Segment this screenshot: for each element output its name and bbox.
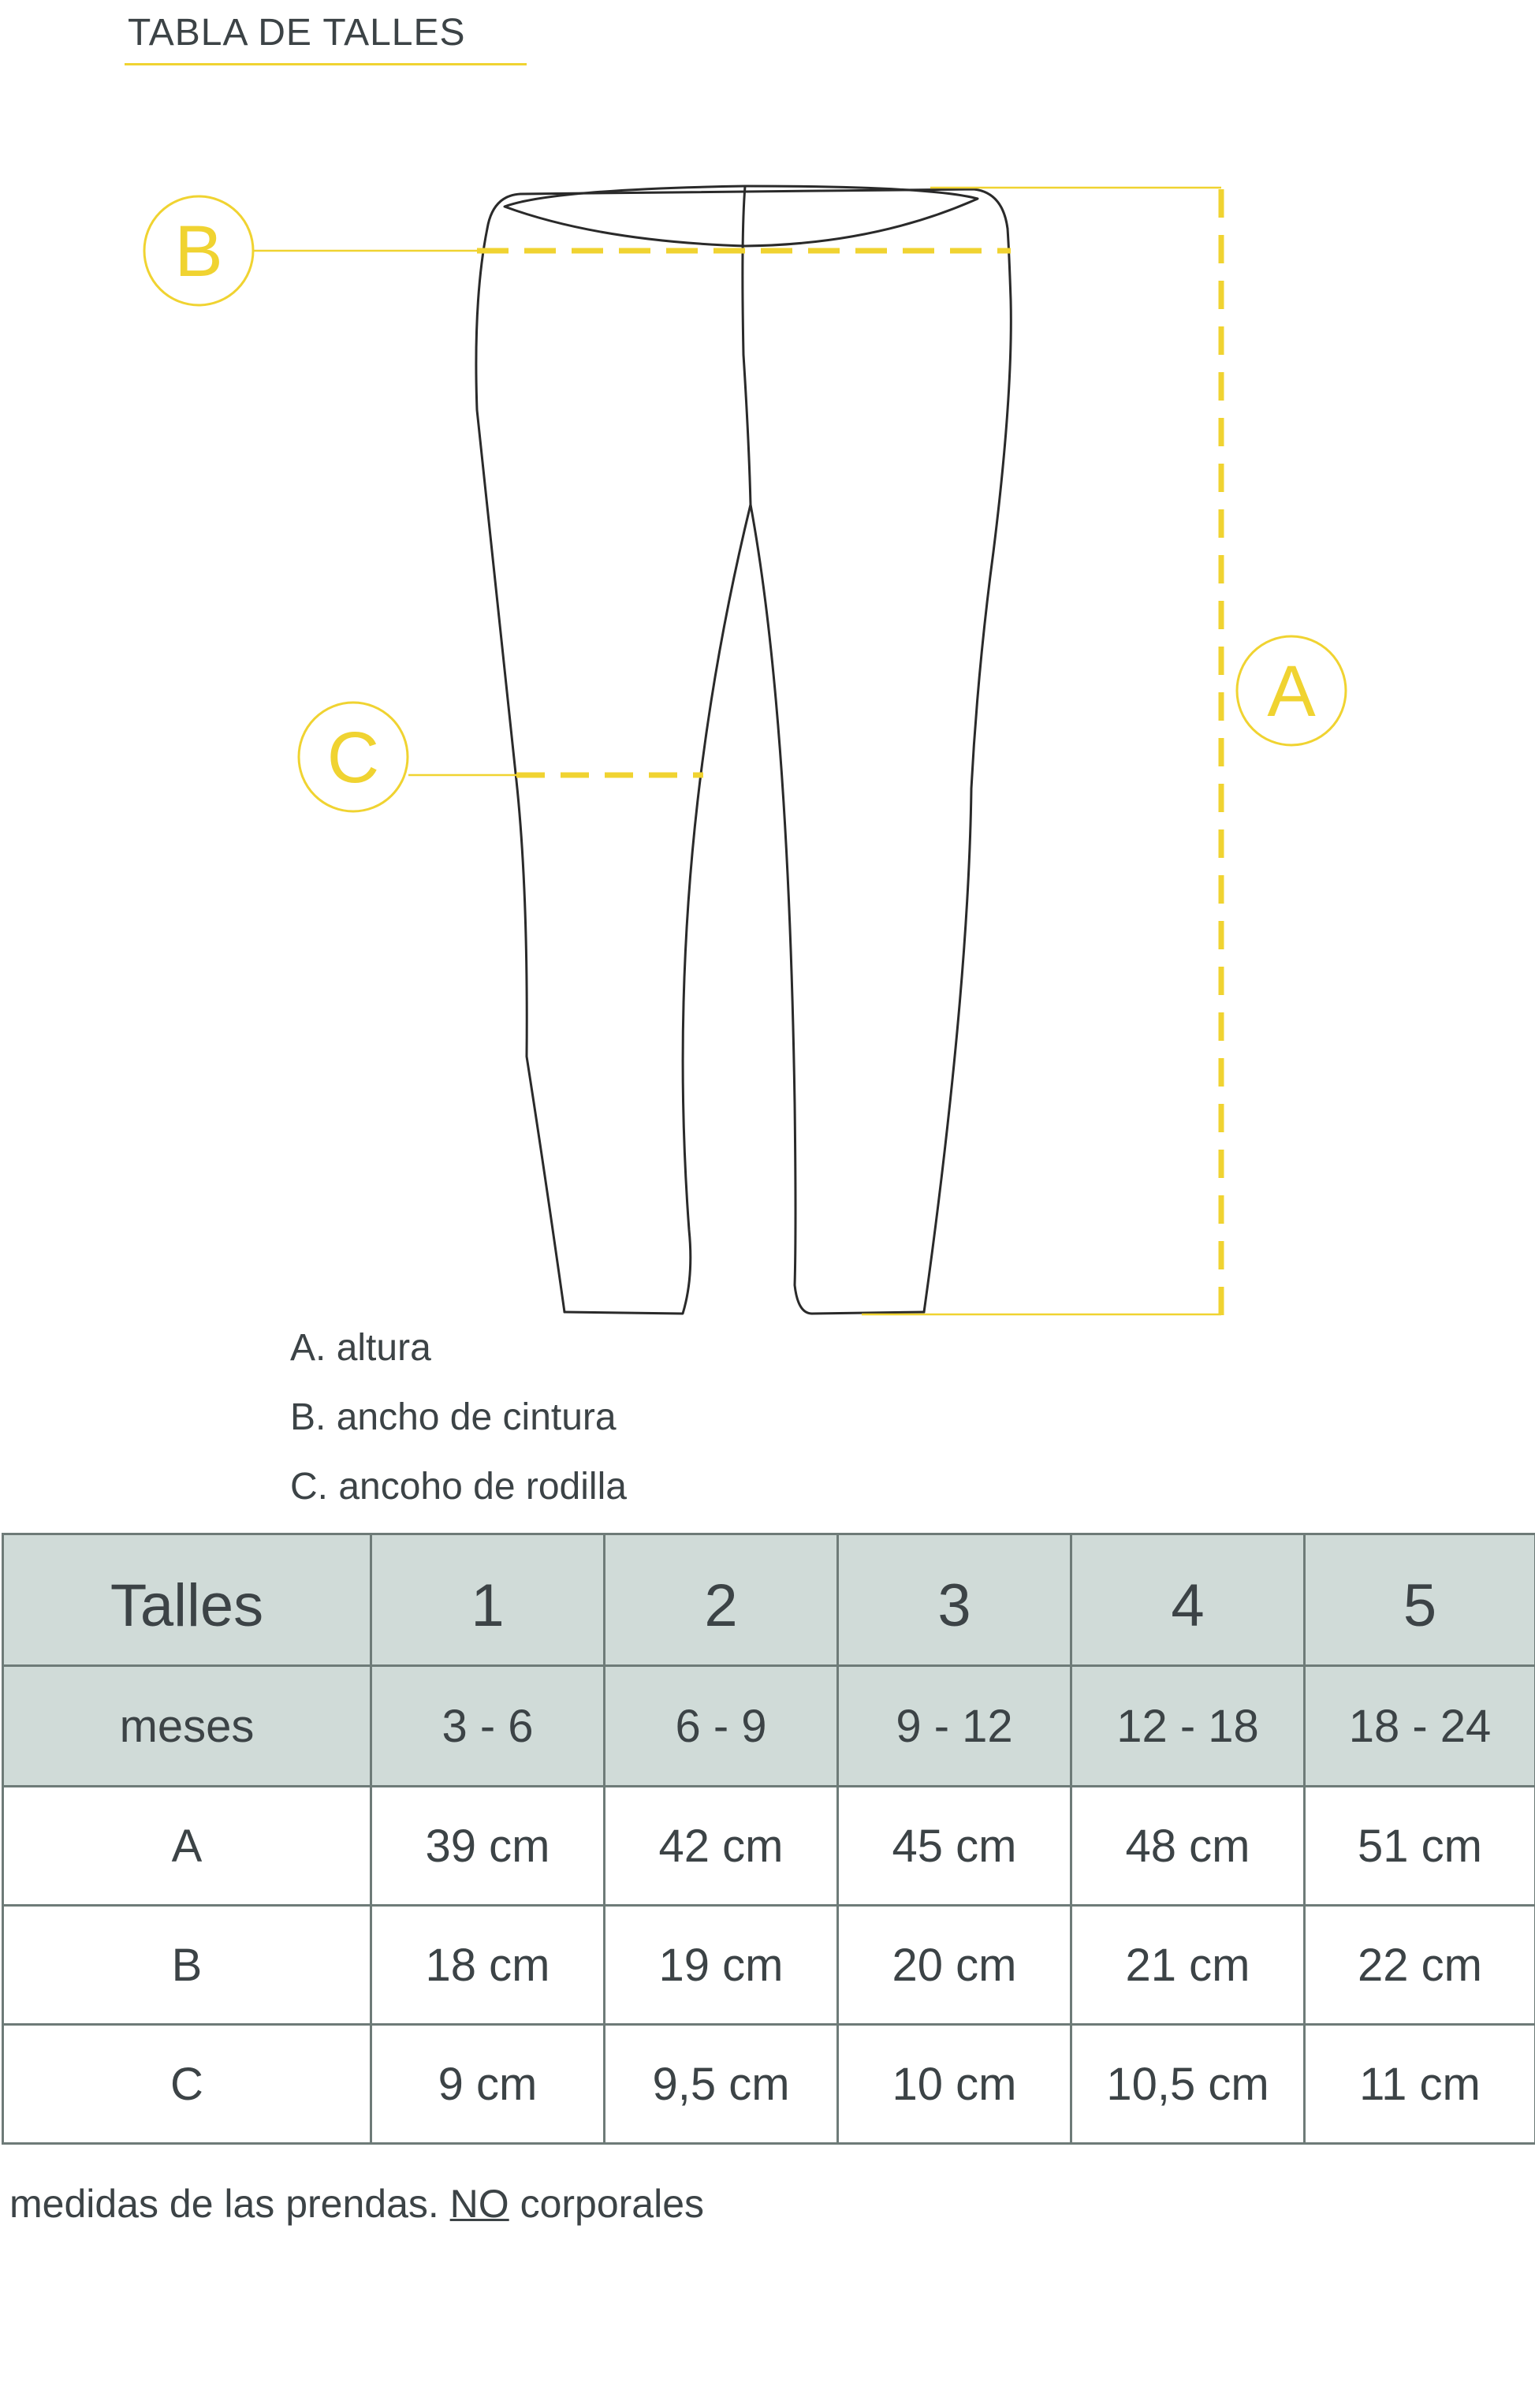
- legend-b: B. ancho de cintura: [290, 1396, 617, 1438]
- row-label-cell: A: [3, 1787, 371, 1906]
- row-label-cell: B: [3, 1906, 371, 2025]
- header-cell-size: 4: [1071, 1534, 1305, 1666]
- header-cell-size: 1: [371, 1534, 605, 1666]
- table-row: [3, 2025, 1535, 2144]
- table-cell: 42 cm: [605, 1787, 838, 1906]
- marker-a: [1237, 636, 1346, 745]
- table-cell: 22 cm: [1305, 1906, 1535, 2025]
- table-cell: 48 cm: [1071, 1787, 1305, 1906]
- months-cell: 18 - 24: [1305, 1666, 1535, 1787]
- header-cell-talles: Talles: [3, 1534, 371, 1666]
- page-title: TABLA DE TALLES: [128, 12, 466, 54]
- table-months-row: [3, 1666, 1535, 1787]
- marker-a-label: A: [1267, 651, 1316, 732]
- marker-c: [299, 703, 408, 811]
- table-row: [3, 1906, 1535, 2025]
- months-cell: 9 - 12: [838, 1666, 1071, 1787]
- legend-a: A. altura: [290, 1327, 431, 1369]
- table-cell: 18 cm: [371, 1906, 605, 2025]
- table-row: [3, 1787, 1535, 1906]
- table-cell: 11 cm: [1305, 2025, 1535, 2144]
- legend-c: C. ancoho de rodilla: [290, 1466, 627, 1508]
- note-emphasis: NO: [449, 2182, 509, 2226]
- months-label-cell: meses: [3, 1666, 371, 1787]
- table-cell: 45 cm: [838, 1787, 1071, 1906]
- table-cell: 10 cm: [838, 2025, 1071, 2144]
- marker-c-label: C: [326, 718, 380, 798]
- measure-a: [862, 188, 1221, 1321]
- footer-note: [9, 2181, 704, 2227]
- size-table: [2, 1533, 1535, 2145]
- header-cell-size: 2: [605, 1534, 838, 1666]
- header-cell-size: 5: [1305, 1534, 1535, 1666]
- table-cell: 51 cm: [1305, 1787, 1535, 1906]
- table-cell: 9,5 cm: [605, 2025, 838, 2144]
- months-cell: 6 - 9: [605, 1666, 838, 1787]
- pants-outline: [476, 186, 1011, 1314]
- row-label-cell: C: [3, 2025, 371, 2144]
- note-text-start: medidas de las prendas.: [9, 2182, 450, 2226]
- header-cell-size: 3: [838, 1534, 1071, 1666]
- table-cell: 9 cm: [371, 2025, 605, 2144]
- table-header-row: [3, 1534, 1535, 1666]
- table-cell: 39 cm: [371, 1787, 605, 1906]
- table-cell: 21 cm: [1071, 1906, 1305, 2025]
- table-cell: 10,5 cm: [1071, 2025, 1305, 2144]
- months-cell: 12 - 18: [1071, 1666, 1305, 1787]
- table-cell: 19 cm: [605, 1906, 838, 2025]
- table-cell: 20 cm: [838, 1906, 1071, 2025]
- marker-b: [144, 196, 253, 305]
- marker-b-label: B: [174, 211, 223, 292]
- note-text-end: corporales: [509, 2182, 705, 2226]
- months-cell: 3 - 6: [371, 1666, 605, 1787]
